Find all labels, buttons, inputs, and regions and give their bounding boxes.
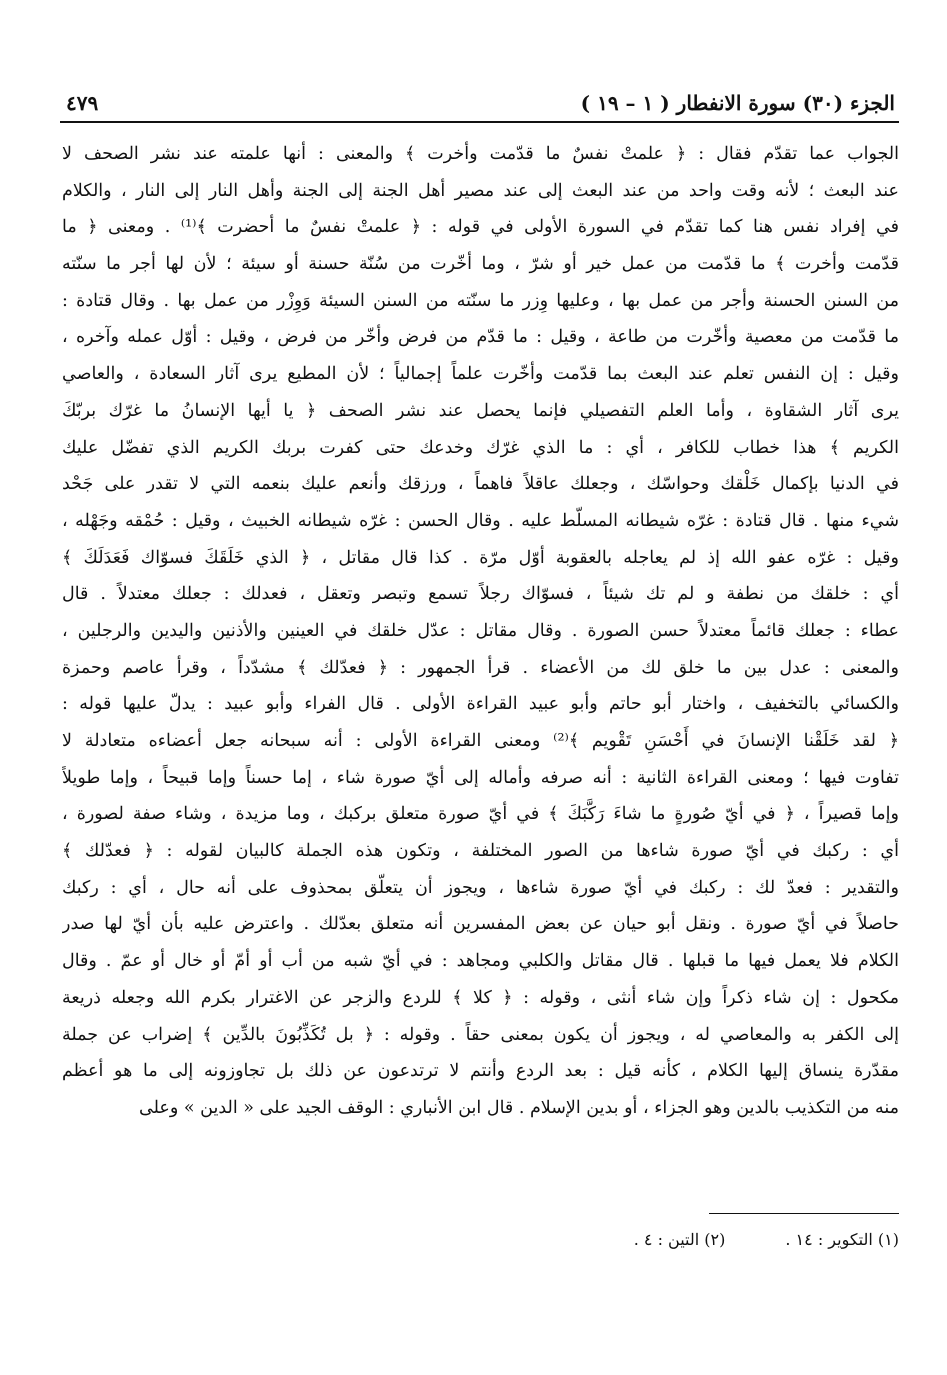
text-line: وقيل : غرّه عفو الله إذ لم يعاجله بالعقوبة أوّل مرّة . كذا قال مقاتل ، ﴿ الذي خَلَقَكَ فسوّاك فَعَدَلَكَ ﴾ — [62, 547, 899, 568]
text-line: يرى آثار الشقاوة ، وأما العلم التفصيلي فإنما يحصل عند نشر الصحف ﴿ يا أيها الإنسانُ ما غرّك بربّكَ — [62, 400, 899, 421]
text-line: مكحول : إن شاء ذكراً وإن شاء أنثى ، وقوله : ﴿ كلا ﴾ للردع والزجر عن الاغترار بكرم الله وجعله ذريعة — [62, 987, 899, 1008]
text-line: ﴿ لقد خَلَقْنا الإنسانَ في أَحْسَنِ تَقْويم ﴾⁽²⁾ ومعنى القراءة الأولى : أنه سبحانه جعل أعضاءه متعادلة لا — [62, 731, 899, 751]
text-line: الكلام فلا يعمل فيها ما قبلها . قال مقاتل والكلبي ومجاهد : في أيّ شبه من أب أو أمّ أو خال أو عمّ . وقال — [62, 951, 899, 972]
text-line: منه من التكذيب بالدين وهو الجزاء ، أو بدين الإسلام . قال ابن الأنباري : الوقف الجيد على « الدين » وعلى — [139, 1097, 899, 1118]
text-line: والتقدير : فعدّ لك : ركبك في أيّ صورة شاءها ، ويجوز أن يتعلّق بمحذوف على أنه حال ، أي : ركبك — [62, 877, 899, 898]
text-line: أي : خلقك من نطفة و لم تك شيئاً ، فسوّاك رجلاً تسمع وتبصر وتعقل ، فعدلك : جعلك معتدلاً . قال — [62, 584, 899, 605]
header-rule — [60, 121, 899, 123]
text-line: الكريم ﴾ هذا خطاب للكافر ، أي : ما الذي غرّك وخدعك حتى كفرت بربك الكريم الذي تفضّل عليك — [62, 437, 899, 458]
text-line: وإما قصيراً ، ﴿ في أيّ صُورةٍ ما شاءَ رَكَّبَكَ ﴾ في أيّ صورة متعلق بركبك ، وما مزيدة ، وشاء صفة لصورة ، — [62, 804, 899, 825]
text-line: من السنن الحسنة وأجر من عمل بها ، وعليها وِزر ما سنّته من السنن السيئة وَوِزْر من عمل بها . وقال قتادة : — [62, 290, 899, 311]
text-line: والكسائي بالتخفيف ، واختار أبو حاتم وأبو عبيد القراءة الأولى . قال الفراء وأبو عبيد : يدلّ عليها قوله : — [62, 694, 899, 715]
text-line: مقدّرة ينساق إليها الكلام ، كأنه قيل : بعد الردع وأنتم لا ترتدعون عن ذلك بل تجاوزونه إلى ما هو أعظم — [62, 1061, 899, 1082]
footnotes — [300, 1226, 899, 1254]
running-title: الجزء (٣٠) سورة الانفطار ( ١ – ١٩ ) — [580, 91, 895, 115]
text-line: في إفراد نفس هنا كما تقدّم في السورة الأولى في قوله : ﴿ علمتْ نفسٌ ما أحضرت ﴾⁽¹⁾ . ومعنى ﴿ ما — [62, 217, 899, 238]
text-line: أي : ركبك في أيّ صورة شاءها من الصور المختلفة ، وتكون هذه الجملة كالبيان لقوله : ﴿ فعدّلك ﴾ — [62, 841, 899, 862]
text-line: في الدنيا بإكمال خَلْقك وحواسّك ، وجعلك عاقلاً فاهماً ، ورزقك وأنعم عليك بنعمه التي لا تقدر على جَحْد — [62, 474, 899, 495]
text-line: ما قدّمت من معصية وأخّرت من طاعة ، وقيل : ما قدّم من فرض وأخّر من فرض ، وقيل : أوّل عمله وآخره ، — [62, 327, 899, 348]
footnote-1: (١) التكوير : ١٤ . — [785, 1230, 899, 1249]
text-line: والمعنى : عدل بين ما خلق لك من الأعضاء . قرأ الجمهور : ﴿ فعدّلك ﴾ مشدّداً ، وقرأ عاصم وحمزة — [62, 657, 899, 678]
text-line: الجواب عما تقدّم فقال : ﴿ علمتْ نفسٌ ما قدّمت وأخرت ﴾ والمعنى : أنها علمته عند نشر الصحف لا — [62, 144, 899, 164]
text-line: قدّمت وأخرت ﴾ ما قدّمت من عمل خير أو شرّ ، وما أخّرت من سُنّة حسنة أو سيئة ؛ لأن لها أجر ما سنّته — [62, 254, 899, 275]
text-line: وقيل : إن النفس تعلم عند البعث بما قدّمت وأخّرت علماً إجمالياً ؛ لأن المطيع يرى آثار السعادة ، والعاصي — [62, 364, 899, 385]
footnote-rule — [709, 1213, 899, 1214]
page-header — [66, 86, 895, 120]
text-line: إلى الكفر به والمعاصي له ، ويجوز أن يكون بمعنى حقاً . وقوله : ﴿ بل تُكَذِّبُونَ بالدِّين ﴾ إضراب عن جملة — [62, 1024, 899, 1045]
page-number: ٤٧٩ — [66, 91, 99, 115]
text-line: عند البعث ؛ لأنه وقت واحد من عند البعث إلى عند مصير أهل الجنة إلى الجنة وأهل النار إلى النار ، والكلام — [62, 180, 899, 201]
footnote-2: (٢) التين : ٤ . — [633, 1230, 726, 1249]
text-line: شيء منها . قال قتادة : غرّه شيطانه المسلّط عليه . وقال الحسن : غرّه شيطانه الخبيث ، وقيل : حُمْقه وجَهْله ، — [62, 510, 899, 531]
body-text — [62, 136, 899, 1127]
text-line: حاصلاً في أيّ صورة . ونقل أبو حيان عن بعض المفسرين أنه متعلق بعدّلك . واعترض عليه بأن أيّ لها صدر — [62, 914, 899, 935]
text-line: تفاوت فيها ؛ ومعنى القراءة الثانية : أنه صرفه وأماله إلى أيّ صورة شاء ، إما حسناً وإما قبيحاً ، وإما طويلاً — [62, 767, 899, 788]
text-line: عطاء : جعلك قائماً معتدلاً حسن الصورة . وقال مقاتل : عدّل خلقك في العينين والأذنين واليدين والرجلين ، — [62, 620, 899, 641]
